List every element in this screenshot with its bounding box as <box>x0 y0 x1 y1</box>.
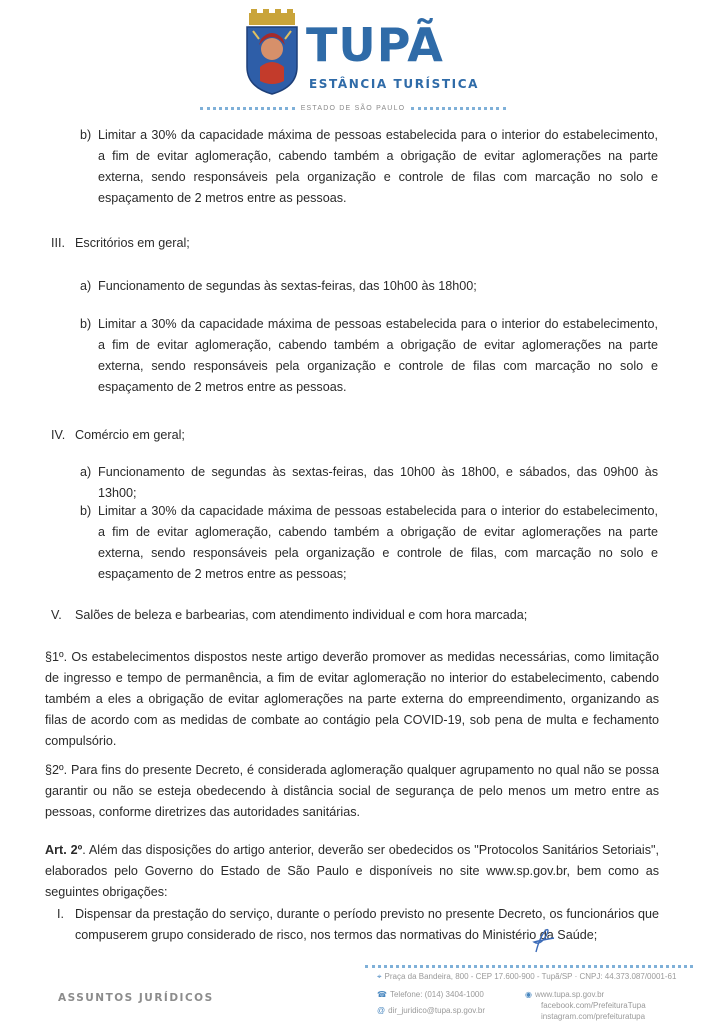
footer-instagram[interactable]: instagram.com/prefeituratupa <box>541 1012 646 1021</box>
paragraph-text: Limitar a 30% da capacidade máxima de pessoas estabelecida para o interior do estabelecimento, a fim de evitar aglomeração, cabendo também a obrigação de evitar aglomerações na parte externa, sendo responsáveis pela organização e controle de filas com marcação no solo e espaçamento de 2 metros entre as pessoas. <box>98 317 658 394</box>
paragraph-text: Funcionamento de segundas às sextas-feiras, das 10h00 às 18h00; <box>98 279 477 293</box>
item-text: Escritórios em geral; <box>75 236 190 250</box>
signature-mark <box>530 926 556 954</box>
globe-icon: ◉ <box>525 990 532 999</box>
footer-address: ⌖ Praça da Bandeira, 800 - CEP 17.600-900 - Tupã/SP · CNPJ: 44.373.087/0001-61 <box>377 972 677 981</box>
item-label: a) <box>80 465 92 479</box>
state-name: ESTADO DE SÃO PAULO <box>300 104 406 112</box>
city-name: TUPÃ <box>306 18 444 72</box>
paragraph-a <box>80 462 658 504</box>
footer-email[interactable]: @ dir_juridico@tupa.sp.gov.br <box>377 1006 486 1015</box>
department-name: ASSUNTOS JURÍDICOS <box>58 992 214 1004</box>
article-label: Art. 2º <box>45 843 83 857</box>
roman-item-V <box>51 605 655 626</box>
email-icon: @ <box>377 1006 386 1015</box>
section-paragraph-1: §1º. Os estabelecimentos dispostos neste artigo deverão promover as medidas necessárias, como limitação de ingresso e tempo de permanência, a fim de evitar aglomeração no interior do estabelecimento, cabendo também a eles a obrigação de evitar aglomerações na parte externa do empreendimento, organizando as filas de acordo com as medidas de combate ao contágio pela COVID-19, sob pena de multa e fechamento compulsório. <box>45 650 659 748</box>
dotted-divider <box>411 107 506 110</box>
roman-number: I. <box>57 907 64 921</box>
city-subtitle: ESTÂNCIA TURÍSTICA <box>309 77 479 91</box>
item-text: Dispensar da prestação do serviço, durante o período previsto no presente Decreto, os funcionários que compuserem grupo considerado de risco, nos termos das normativas do Ministério da Saúde; <box>75 907 659 942</box>
roman-number: III. <box>51 236 65 250</box>
article-2-paragraph <box>45 840 659 903</box>
state-line <box>200 102 506 114</box>
paragraph-b <box>80 314 658 398</box>
letterhead <box>0 0 706 118</box>
paragraph-b <box>80 125 658 209</box>
item-label: a) <box>80 279 92 293</box>
paragraph-text: Funcionamento de segundas às sextas-feiras, das 10h00 às 18h00, e sábados, das 09h00 às 13h00; <box>98 465 658 500</box>
roman-item-I <box>57 904 659 946</box>
footer-phone: ☎ Telefone: (014) 3404-1000 <box>377 990 484 999</box>
item-label: b) <box>80 128 92 142</box>
paragraph-b <box>80 501 658 585</box>
phone-icon: ☎ <box>377 990 387 999</box>
item-label: b) <box>80 504 92 518</box>
roman-item-IV <box>51 425 655 446</box>
location-pin-icon: ⌖ <box>377 972 382 981</box>
item-label: b) <box>80 317 92 331</box>
footer-facebook[interactable]: facebook.com/PrefeituraTupa <box>541 1001 646 1010</box>
roman-number: IV. <box>51 428 66 442</box>
roman-number: V. <box>51 608 62 622</box>
item-text: Salões de beleza e barbearias, com atendimento individual e com hora marcada; <box>75 608 528 622</box>
paragraph-text: Limitar a 30% da capacidade máxima de pessoas estabelecida para o interior do estabelecimento, a fim de evitar aglomeração, cabendo também a obrigação de evitar aglomerações na parte externa, sendo responsáveis pela organização e controle de filas, com marcação no solo e espaçamento de 2 metros entre as pessoas; <box>98 504 658 581</box>
roman-item-III <box>51 233 655 254</box>
footer-website[interactable]: ◉ www.tupa.sp.gov.br <box>525 990 605 999</box>
article-text: . Além das disposições do artigo anterior, deverão ser obedecidos os "Protocolos Sanitários Setoriais", elaborados pelo Governo do Estado de São Paulo e disponíveis no site www.sp.gov.br, bem como as seguintes obrigações: <box>45 843 659 899</box>
item-text: Comércio em geral; <box>75 428 185 442</box>
paragraph-a <box>80 276 658 297</box>
city-coat-of-arms <box>243 9 301 95</box>
section-paragraph-2: §2º. Para fins do presente Decreto, é considerada aglomeração qualquer agrupamento no qual não se possa garantir ou não se esteja obedecendo à distância social de segurança de pelo menos um metro entre as pessoas, conforme diretrizes das autoridades sanitárias. <box>45 763 659 819</box>
dotted-divider <box>365 965 693 968</box>
dotted-divider <box>200 107 295 110</box>
paragraph-text: Limitar a 30% da capacidade máxima de pessoas estabelecida para o interior do estabelecimento, a fim de evitar aglomeração, cabendo também a obrigação de evitar aglomerações na parte externa, sendo responsáveis pela organização e controle de filas com marcação no solo e espaçamento de 2 metros entre as pessoas. <box>98 128 658 205</box>
